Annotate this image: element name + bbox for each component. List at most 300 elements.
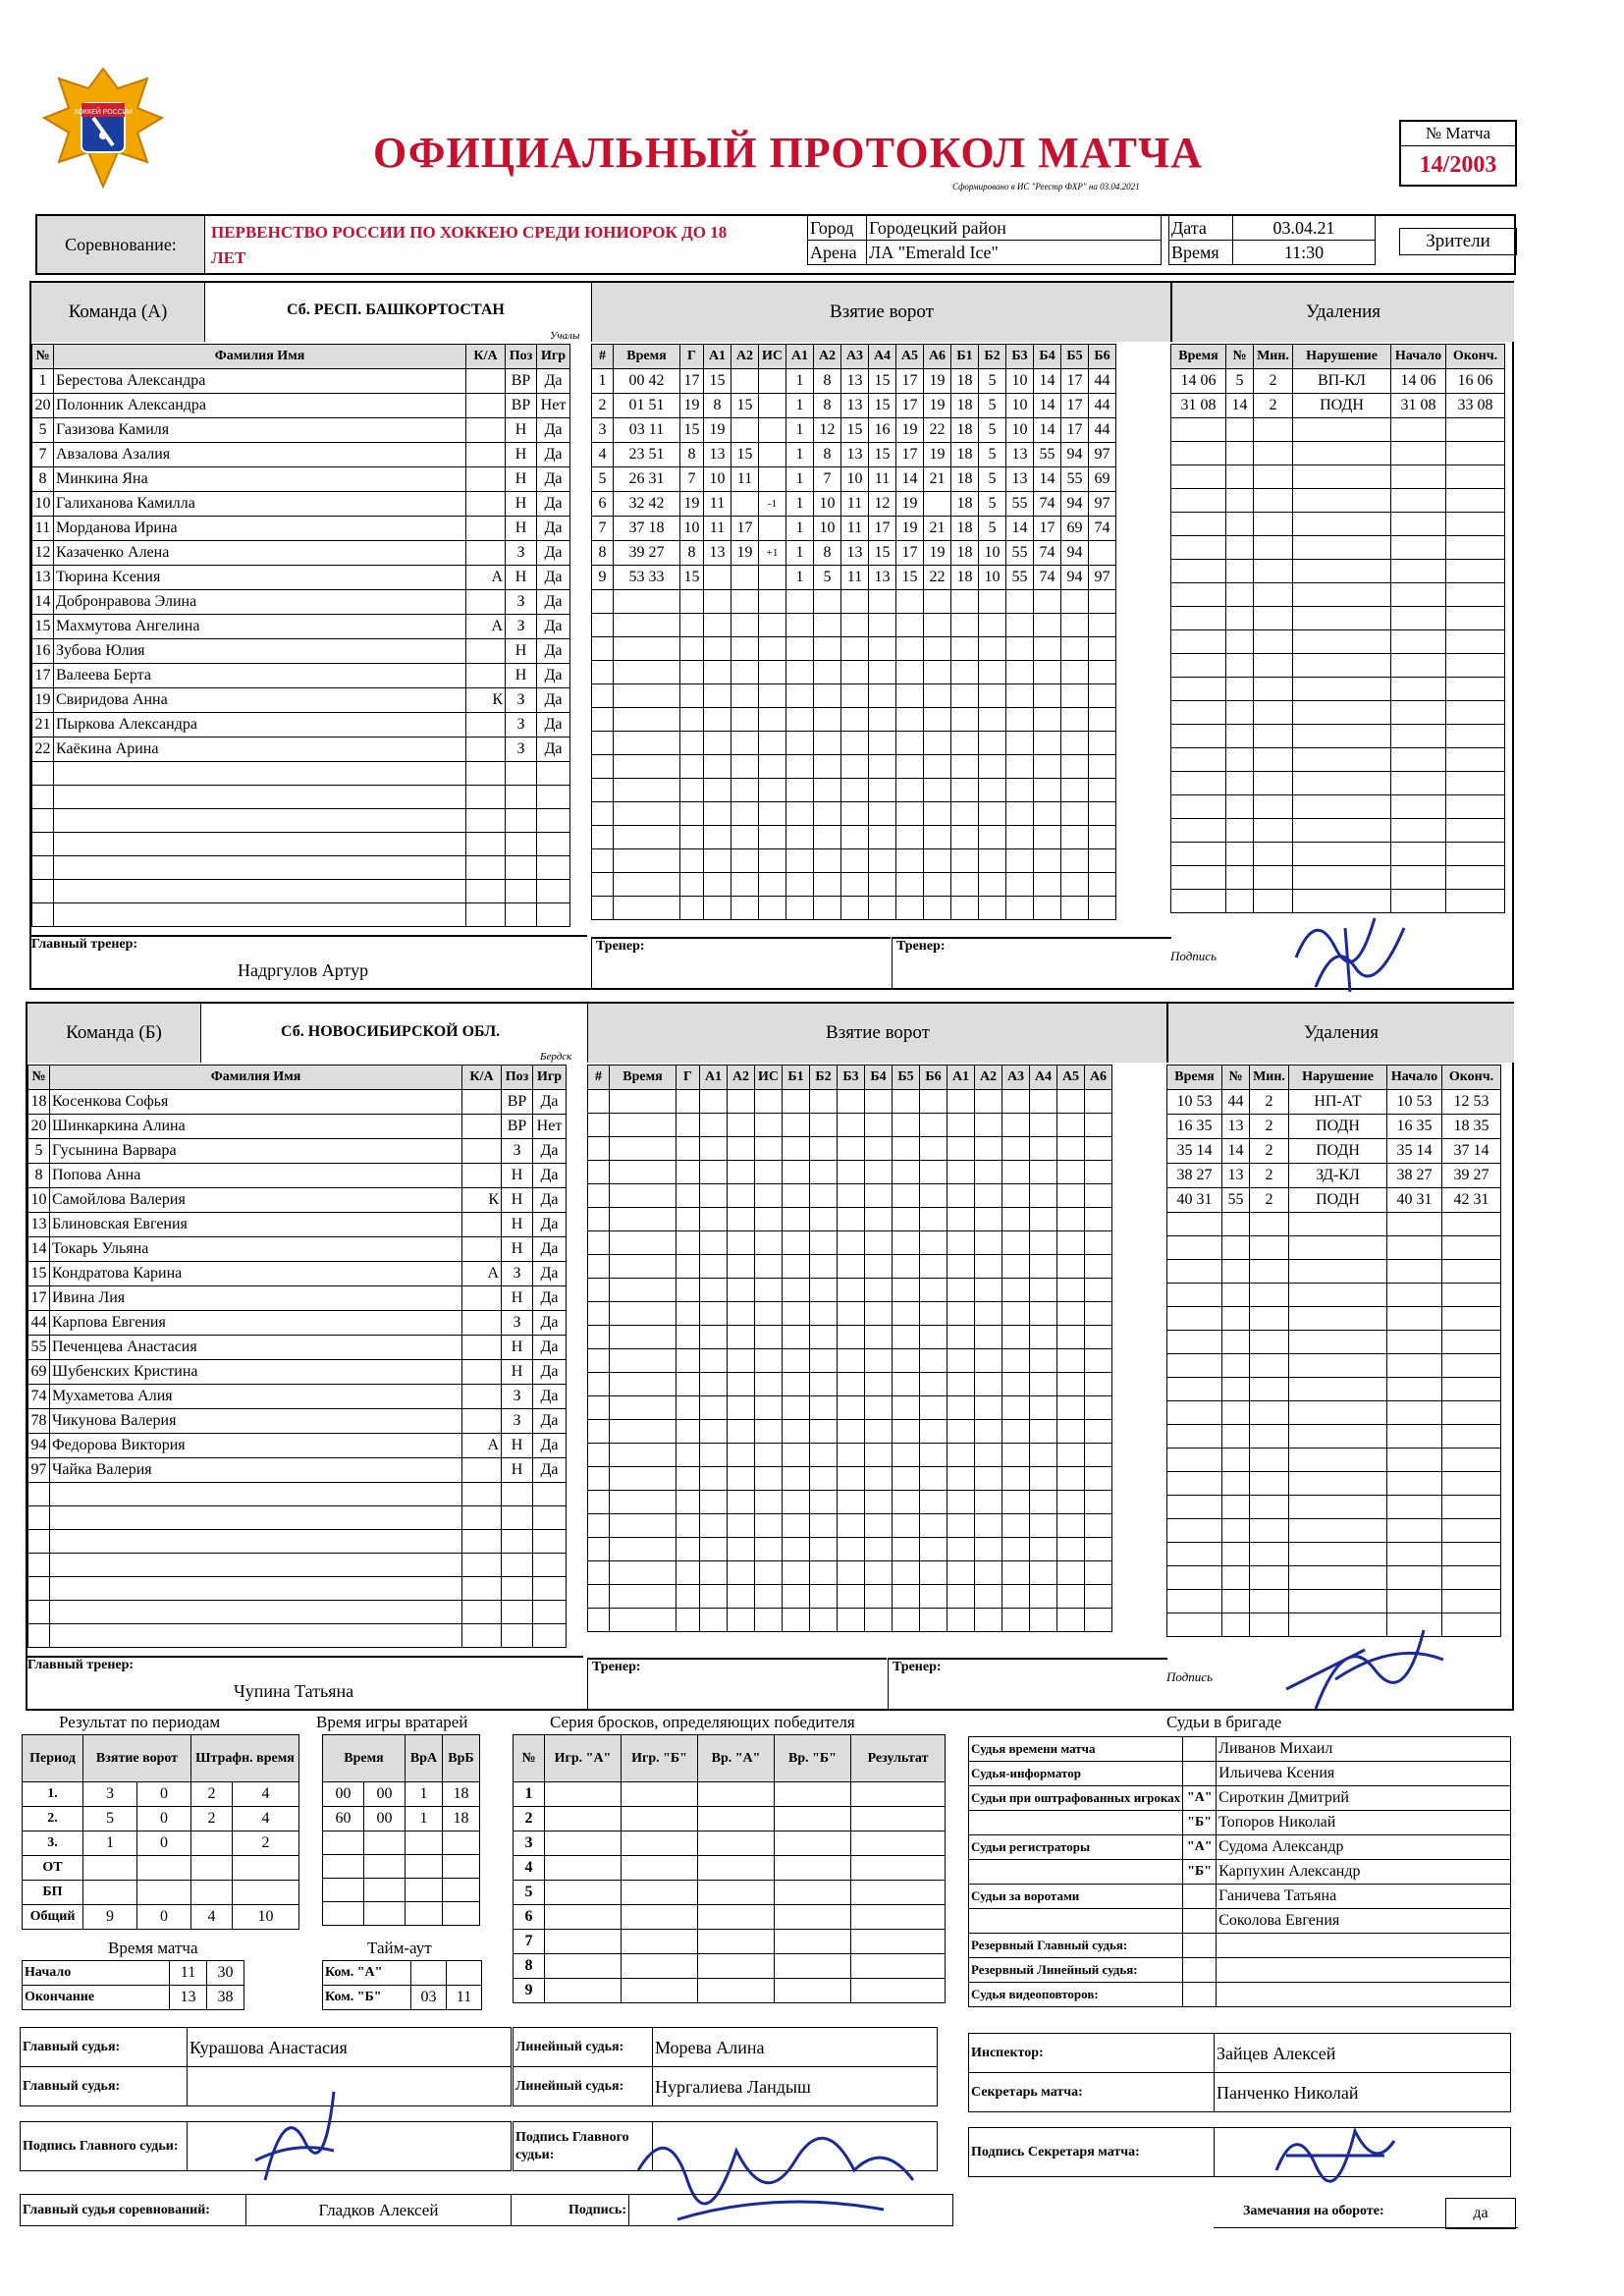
penalty-cell [1222,1590,1250,1613]
goal-cell [1089,661,1116,684]
goal-cell [588,1514,610,1538]
roster-cell [466,833,506,856]
roster-cell: А [462,1434,502,1458]
goal-cell [1057,1137,1085,1161]
period-row [23,1831,299,1856]
goalies-hdr: ВрБ [443,1735,480,1782]
goal-cell [920,1585,947,1609]
goals-header-cell: Время [614,345,680,369]
goal-cell [700,1467,728,1491]
shootout-cell [775,1881,851,1905]
shootout-hdr: Вр. "А" [698,1735,775,1782]
roster-cell [537,903,570,927]
penalty-cell [1446,748,1505,772]
goal-cell [759,826,786,849]
goal-cell [920,1161,947,1184]
roster-cell: Н [506,418,537,443]
goal-cell [979,802,1006,826]
goal-cell [588,1444,610,1467]
goalie-cell [443,1831,480,1855]
roster-cell [466,762,506,786]
period-cell: 2 [233,1831,299,1856]
goal-cell [755,1373,783,1396]
penalty-cell: 13 [1222,1164,1250,1188]
period-cell: БП [23,1881,83,1905]
goal-cell [979,590,1006,614]
roster-header-cell: Игр [533,1066,567,1090]
roster-row [28,1434,567,1458]
goal-cell [1034,590,1061,614]
goal-cell [838,1373,865,1396]
goal-cell [1002,1349,1030,1373]
penalty-cell: НП-АТ [1289,1090,1387,1115]
goal-cell [700,1444,728,1467]
penalty-cell [1254,583,1293,607]
roster-cell: 20 [32,394,54,418]
shootout-cell [698,1807,775,1831]
goal-cell [1030,1538,1057,1561]
roster-cell: Н [506,664,537,688]
referee-side: "Б" [1183,1860,1217,1885]
goal-cell [841,708,869,732]
goal-cell [786,873,814,897]
main-referee-signature [236,2082,353,2200]
penalty-cell [1254,560,1293,583]
goal-cell [1085,1467,1112,1491]
goal-cell [1057,1184,1085,1208]
goal-cell: 55 [1006,541,1034,566]
goal-cell [1085,1538,1112,1561]
goal-cell: 10 [704,467,731,492]
penalty-cell: 2 [1250,1115,1289,1139]
goal-cell [979,708,1006,732]
goal-cell [677,1514,700,1538]
shootout-cell [698,1930,775,1954]
goal-cell: 1 [592,369,614,394]
penalty-cell [1293,465,1391,489]
referee-role: Судья-информатор [969,1762,1183,1786]
goal-cell [869,708,896,732]
goal-cell [610,1538,677,1561]
goal-cell [783,1491,810,1514]
goal-cell [1085,1585,1112,1609]
roster-cell [32,833,54,856]
roster-cell [462,1554,502,1577]
roster-cell [533,1624,567,1648]
goal-cell [1085,1302,1112,1326]
goal-row [588,1208,1112,1231]
roster-cell: Нет [533,1115,567,1139]
goal-cell: 17 [731,517,759,541]
goal-cell [728,1444,755,1467]
goal-cell [677,1302,700,1326]
goal-row [588,1231,1112,1255]
penalty-cell [1446,725,1505,748]
roster-cell: 14 [32,590,54,615]
roster-cell: Да [533,1164,567,1188]
pen-header-cell: Нарушение [1289,1066,1387,1090]
goal-cell: 26 31 [614,467,680,492]
referee-row [969,1909,1511,1934]
shootout-row [514,1856,946,1881]
roster-cell: Карпова Евгения [50,1311,462,1336]
period-cell: 10 [233,1905,299,1930]
penalty-cell [1387,1496,1442,1519]
goal-cell [920,1114,947,1137]
goal-cell [1085,1208,1112,1231]
goal-cell [755,1396,783,1420]
goal-cell [1057,1349,1085,1373]
roster-cell [28,1506,50,1530]
goal-cell: 55 [1006,492,1034,517]
goal-cell [920,1491,947,1514]
goals-header-cell: Б1 [783,1066,810,1090]
roster-cell: Чайка Валерия [50,1458,462,1483]
goal-cell [1057,1090,1085,1114]
shootout-cell [851,1807,946,1831]
goal-cell [700,1514,728,1538]
goal-cell [677,1349,700,1373]
goal-cell [810,1090,838,1114]
roster-cell: Да [533,1311,567,1336]
penalty-cell [1250,1566,1289,1590]
shootout-hdr: № [514,1735,545,1782]
goal-cell [838,1561,865,1585]
penalty-cell [1442,1354,1501,1378]
penalty-cell [1446,513,1505,536]
goal-cell [759,418,786,443]
roster-row [28,1624,567,1648]
roster-cell: 1 [32,369,54,394]
goal-cell [783,1090,810,1114]
penalty-cell [1442,1590,1501,1613]
team-a-pens-title: Удаления [1170,283,1514,342]
goal-cell [1002,1420,1030,1444]
goal-cell: 19 [896,492,924,517]
goal-cell [814,802,841,826]
roster-header-cell: Поз [506,345,537,369]
goal-cell [700,1326,728,1349]
roster-cell: Н [506,566,537,590]
penalty-row [1167,1496,1501,1519]
penalty-row [1171,489,1505,513]
penalty-cell [1222,1260,1250,1284]
penalty-row [1167,1449,1501,1472]
goal-cell [1030,1090,1057,1114]
goal-cell [704,897,731,920]
goal-cell [1057,1373,1085,1396]
goal-cell [592,826,614,849]
goal-cell [869,826,896,849]
goal-cell [704,708,731,732]
goals-header-cell: А1 [700,1066,728,1090]
goalie-row [323,1831,480,1855]
goal-cell: 21 [924,517,951,541]
goal-row [592,708,1116,732]
goal-cell [614,779,680,802]
goal-cell [896,849,924,873]
goal-cell: 18 [951,443,979,467]
goal-cell [786,637,814,661]
goal-cell [704,661,731,684]
goalie-cell [443,1879,480,1902]
goal-cell [810,1514,838,1538]
referee-row [969,1934,1511,1958]
roster-row [28,1188,567,1213]
goal-cell [731,566,759,590]
goal-cell [838,1279,865,1302]
goal-cell: 18 [951,492,979,517]
goal-cell [610,1161,677,1184]
goal-cell [947,1184,975,1208]
goal-cell [869,873,896,897]
shootout-cell [622,1979,698,2003]
referee-side [1183,1909,1217,1934]
goal-cell [947,1373,975,1396]
team-b-roster [27,1065,567,1648]
roster-cell: Да [537,541,570,566]
shootout-hdr: Игр. "Б" [622,1735,698,1782]
penalty-cell [1442,1496,1501,1519]
goal-cell: 94 [1061,566,1089,590]
roster-cell [502,1554,533,1577]
roster-cell [462,1139,502,1164]
penalty-cell [1167,1472,1222,1496]
goalie-cell: 00 [323,1782,364,1807]
referee-name [1217,1934,1511,1958]
goal-cell [865,1349,893,1373]
goal-cell [893,1609,920,1632]
penalty-cell [1391,630,1446,654]
roster-row [32,639,570,664]
penalty-cell [1254,866,1293,890]
goal-cell [731,897,759,920]
period-cell [137,1881,191,1905]
goal-cell [896,614,924,637]
penalty-cell [1391,418,1446,442]
penalty-row [1167,1354,1501,1378]
roster-cell: 17 [32,664,54,688]
roster-row [32,418,570,443]
roster-cell [54,762,466,786]
goal-cell [704,779,731,802]
goal-cell [924,873,951,897]
penalty-cell [1254,843,1293,866]
goal-cell [1089,849,1116,873]
roster-cell [50,1577,462,1601]
goal-cell [869,779,896,802]
goal-cell [588,1161,610,1184]
penalty-cell [1254,678,1293,701]
penalty-cell [1289,1331,1387,1354]
goal-row [588,1538,1112,1561]
penalty-cell: 31 08 [1171,394,1226,418]
shootout-num: 3 [514,1831,545,1856]
goal-cell [588,1609,610,1632]
goalie-row [323,1782,480,1807]
goal-cell [951,755,979,779]
goal-cell: 11 [704,517,731,541]
roster-row [28,1601,567,1624]
penalty-cell [1387,1425,1442,1449]
roster-row [28,1164,567,1188]
goal-cell [704,637,731,661]
penalty-row [1167,1566,1501,1590]
goal-cell [731,802,759,826]
goal-cell [865,1373,893,1396]
penalty-cell [1226,489,1254,513]
penalty-cell [1171,772,1226,795]
penalty-cell [1387,1307,1442,1331]
penalty-cell: 14 [1222,1139,1250,1164]
penalty-cell [1254,418,1293,442]
penalty-cell [1226,513,1254,536]
goal-cell [975,1161,1002,1184]
goal-cell [975,1561,1002,1585]
goal-cell [1034,661,1061,684]
goal-cell [869,637,896,661]
goal-cell [588,1396,610,1420]
roster-row [32,492,570,517]
penalty-cell [1254,819,1293,843]
goal-cell [759,897,786,920]
penalty-cell [1293,560,1391,583]
penalty-row [1171,630,1505,654]
penalty-cell [1391,701,1446,725]
goal-cell [1061,802,1089,826]
team-b-city: Бердск [540,1051,572,1063]
goal-cell [1002,1255,1030,1279]
goal-cell [893,1561,920,1585]
goal-cell [783,1373,810,1396]
goal-cell: 17 [680,369,704,394]
penalty-cell [1171,442,1226,465]
goal-cell [896,590,924,614]
goalie-cell: 00 [364,1807,406,1831]
penalty-cell [1446,465,1505,489]
goal-cell [677,1279,700,1302]
roster-cell: Ивина Лия [50,1286,462,1311]
goal-cell [755,1491,783,1514]
shootout-cell [775,1782,851,1807]
pen-header-cell: Время [1167,1066,1222,1090]
goal-cell [610,1255,677,1279]
roster-cell [466,880,506,903]
shootout-cell [775,1905,851,1930]
goal-cell [1030,1514,1057,1538]
penalty-cell [1254,654,1293,678]
goal-cell [1089,897,1116,920]
penalty-cell [1222,1307,1250,1331]
goal-cell [755,1467,783,1491]
goal-cell [680,826,704,849]
penalty-cell [1446,866,1505,890]
goal-cell [700,1585,728,1609]
roster-cell [462,1286,502,1311]
goal-cell [755,1114,783,1137]
goal-cell: 1 [786,418,814,443]
roster-cell: Да [537,492,570,517]
roster-cell [462,1601,502,1624]
goal-cell: 01 51 [614,394,680,418]
penalty-cell [1289,1354,1387,1378]
penalty-cell: 10 53 [1387,1090,1442,1115]
goal-cell [592,897,614,920]
roster-cell [28,1577,50,1601]
roster-cell: Н [506,639,537,664]
referee-role [969,1811,1183,1835]
goal-cell [924,826,951,849]
goal-cell [755,1514,783,1538]
goal-cell: 8 [814,443,841,467]
penalty-cell: 13 [1222,1115,1250,1139]
goal-row [592,826,1116,849]
goal-cell [838,1444,865,1467]
penalty-cell [1250,1449,1289,1472]
goal-cell [680,661,704,684]
goal-cell: 4 [592,443,614,467]
goal-cell [700,1609,728,1632]
goal-cell [947,1208,975,1231]
goal-cell [810,1491,838,1514]
goal-cell [677,1538,700,1561]
roster-cell [50,1554,462,1577]
goal-cell [979,897,1006,920]
referees-title: Судьи в бригаде [1166,1713,1282,1731]
pen-header-cell: Начало [1391,345,1446,369]
penalty-cell [1171,866,1226,890]
penalty-row [1171,607,1505,630]
goal-cell [728,1231,755,1255]
roster-cell: Каёкина Арина [54,738,466,762]
goal-cell [920,1538,947,1561]
goal-cell: 11 [869,467,896,492]
penalty-cell [1226,772,1254,795]
roster-cell: Махмутова Ангелина [54,615,466,639]
referee-side: "А" [1183,1786,1217,1811]
period-row [23,1782,299,1807]
goal-cell: +1 [759,541,786,566]
shootout-cell [622,1881,698,1905]
goal-cell: 16 [869,418,896,443]
goal-cell [680,897,704,920]
goal-cell [588,1279,610,1302]
goal-cell [893,1114,920,1137]
penalty-cell [1387,1354,1442,1378]
shootout-cell [698,1831,775,1856]
goal-cell [893,1326,920,1349]
period-cell [191,1881,233,1905]
goal-cell [700,1184,728,1208]
goal-cell: -1 [759,492,786,517]
penalty-cell [1442,1260,1501,1284]
goal-cell [728,1491,755,1514]
goal-cell [783,1514,810,1538]
roster-cell: 8 [32,467,54,492]
goal-cell: 1 [786,394,814,418]
roster-cell: Попова Анна [50,1164,462,1188]
goal-cell [731,418,759,443]
goal-cell [814,826,841,849]
goal-cell [841,614,869,637]
goal-cell [728,1302,755,1326]
goal-cell [610,1326,677,1349]
goal-cell [783,1396,810,1420]
goal-cell [810,1538,838,1561]
roster-row [28,1554,567,1577]
roster-cell: 10 [28,1188,50,1213]
penalty-row [1167,1425,1501,1449]
